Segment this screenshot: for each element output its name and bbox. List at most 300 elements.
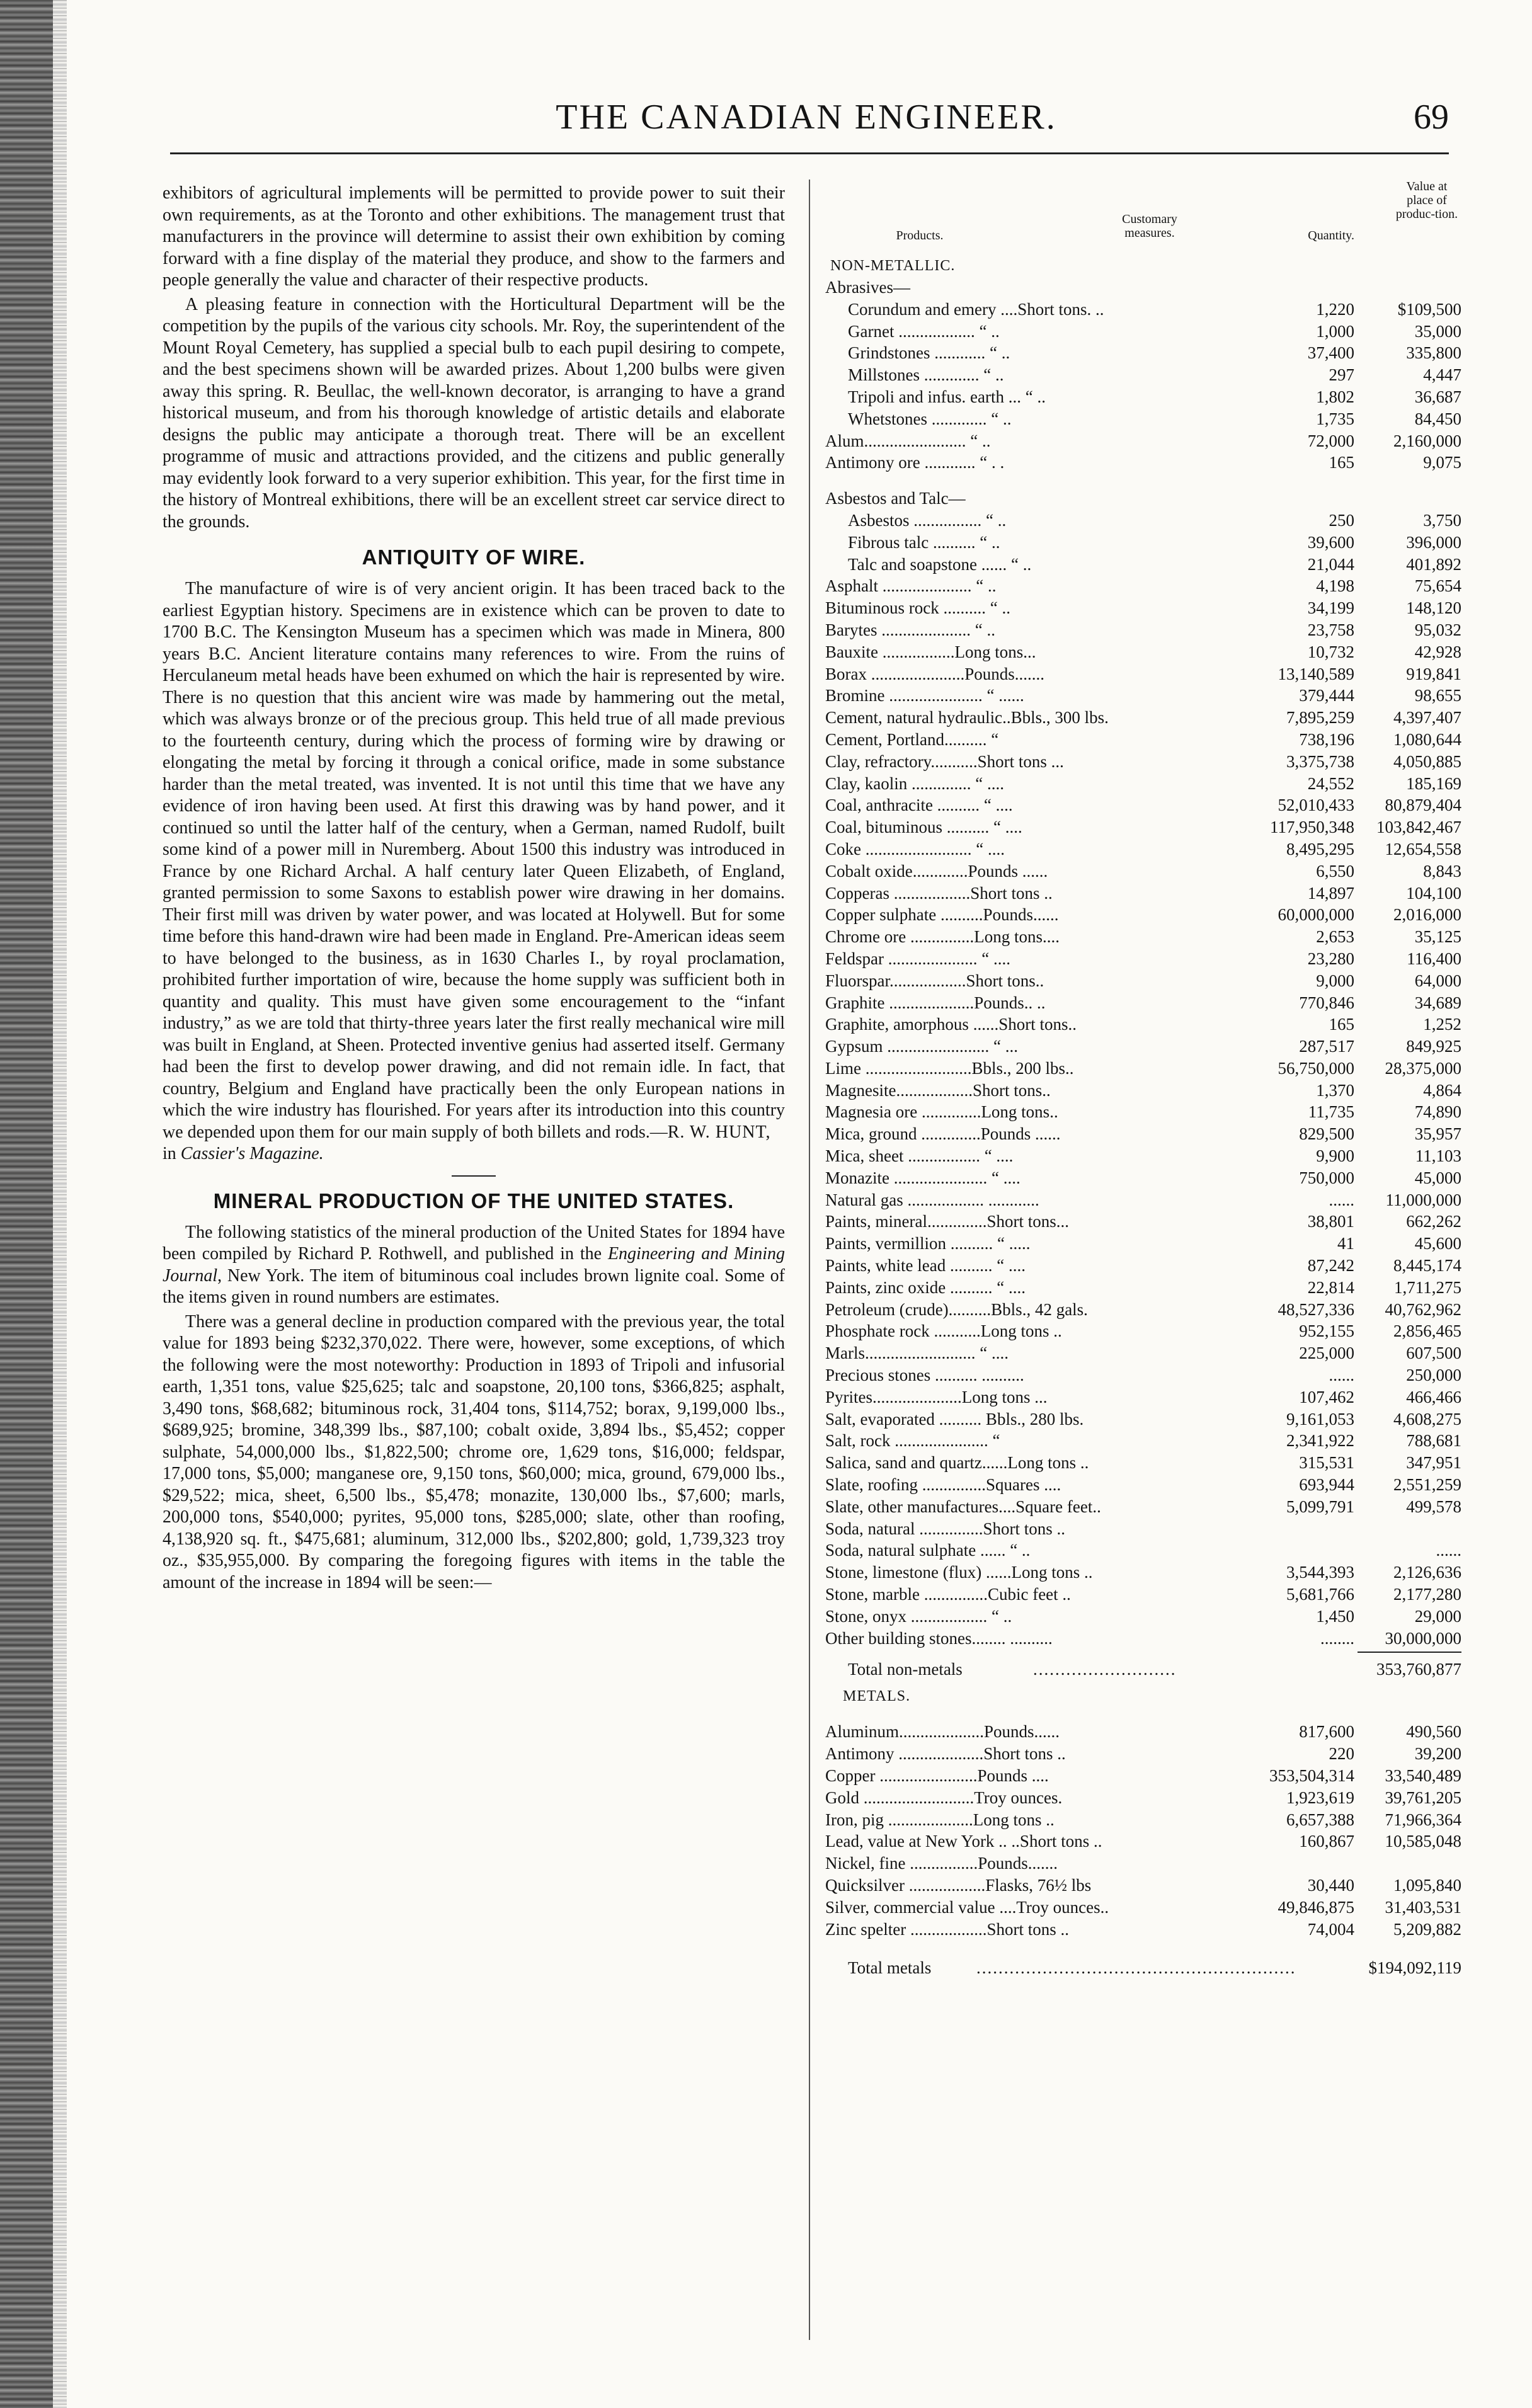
mineral-p1-end: , New York. The item of bituminous coal includes brown lignite coal. Some of the items given in round numbers are estimates. [163,1265,785,1307]
quantity-cell: 160,867 [1299,1832,1354,1851]
table-row [825,1101,1461,1123]
quantity-cell: 5,681,766 [1286,1585,1354,1604]
table-row [825,299,1461,321]
quantity-cell: 72,000 [1307,431,1354,450]
table-row [825,1299,1461,1321]
product-cell: Stone, limestone (flux) ......Long tons .. [825,1563,1093,1582]
value-cell: 2,177,280 [1393,1585,1461,1604]
table-row [825,452,1461,474]
value-cell: 4,864 [1423,1080,1461,1100]
value-cell: 98,655 [1414,686,1461,705]
intro-paragraph-2: A pleasing feature in connection with the Horticultural Department will be the competition by the pupils of the various city schools. Mr. Roy, the superintendent of the Mount Royal Cemetery, has supplied a special bulb to each pupil desiring to compete, and the best specimens shown will be awarded prizes. About 1,200 bulbs were given away this spring. R. Beullac, the well-known decorator, is arranging to have a grand historical museum, and from his thorough knowledge of artistic details and elaborate designs the public may anticipate a thorough treat. There will be an excellent programme of music and attractions provided, and the citizens and public generally may evidently look forward to a very superior exhibition. This year, for the first time in the history of Montreal exhibitions, there will be an excellent street car service direct to the grounds. [163,294,785,532]
product-cell: Natural gas .................. ............ [825,1190,1039,1209]
product-cell: Marls.......................... “ .... [825,1344,1009,1363]
quantity-cell: 30,440 [1307,1875,1354,1895]
quantity-cell: 74,004 [1307,1919,1354,1939]
table-row [825,1386,1461,1408]
value-cell: 116,400 [1407,949,1461,968]
value-cell: 74,890 [1414,1102,1461,1122]
wire-article-source-prefix: in [163,1144,181,1163]
product-cell: Salt, evaporated .......... Bbls., 280 lbs. [825,1409,1084,1429]
product-cell: Paints, vermillion .......... “ ..... [825,1234,1031,1253]
table-row [825,773,1461,795]
table-row [825,948,1461,970]
product-cell: Zinc spelter ..................Short tons .. [825,1919,1069,1939]
quantity-cell: 6,550 [1316,861,1354,881]
table-row [825,1013,1461,1036]
table-row [825,1189,1461,1211]
value-cell: ...... [1436,1541,1461,1560]
value-cell: 607,500 [1406,1344,1461,1363]
table-row [825,408,1461,430]
table-row [825,1123,1461,1145]
table-row [825,342,1461,364]
quantity-cell: 14,897 [1307,883,1354,903]
product-cell: Whetstones ............. “ .. [848,409,1012,428]
quantity-cell: 220 [1329,1744,1354,1764]
intro-paragraph-1: exhibitors of agricultural implements will be permitted to provide power to suit their own requirements, as at the Toronto and other exhibitions. The management trust that manufacturers in the province will determine to assist their own exhibition by coming forward with a fine display of the material they produce, and show to the farmers and people generally the value and character of their respective products. [163,183,785,290]
value-cell: 2,016,000 [1393,905,1461,925]
table-row [825,794,1461,816]
non-metal-rows [825,575,1461,1649]
product-cell: Asphalt ..................... “ .. [825,576,997,596]
product-cell: Fibrous talc .......... “ .. [848,532,1000,552]
table-row [825,1496,1461,1518]
product-cell: Tripoli and infus. earth ... “ .. [848,387,1046,406]
value-cell: 40,762,962 [1385,1299,1461,1319]
value-cell: 8,843 [1423,861,1461,881]
table-row [825,1408,1461,1430]
product-cell: Chrome ore ...............Long tons.... [825,927,1060,947]
quantity-cell: 1,735 [1316,409,1354,428]
total-non-metals-label: Total non-metals [848,1660,963,1679]
total-metals-label: Total metals [848,1958,932,1978]
product-cell: Iron, pig ....................Long tons .. [825,1810,1055,1829]
product-cell: Other building stones........ .......... [825,1628,1053,1648]
table-row [825,838,1461,860]
value-cell: 4,447 [1423,365,1461,385]
product-cell: Garnet .................. “ .. [848,321,1000,341]
value-cell: 401,892 [1406,554,1461,574]
table-row [825,1518,1461,1540]
quantity-cell: 4,198 [1316,576,1354,596]
value-cell: 31,403,531 [1385,1897,1461,1917]
quantity-cell: 23,280 [1307,949,1354,968]
quantity-cell: 225,000 [1299,1344,1354,1363]
quantity-cell: 770,846 [1299,993,1354,1012]
table-row [825,751,1461,773]
table-row [825,860,1461,882]
mineral-paragraph-1 [163,1222,785,1309]
table-row [825,386,1461,408]
quantity-cell: 250 [1329,510,1354,530]
value-cell: 35,957 [1414,1124,1461,1144]
product-cell: Bromine ...................... “ ...... [825,686,1024,705]
wire-article-text: The manufacture of wire is of very ancient origin. It has been traced back to the earliest Egyptian history. Specimens are in existence which can be proven to date to 1700 B.C. The Kensington Museum has a specimen which was made in Minera, 800 years B.C. Ancient literature contains many references to wire. From the ruins of Herculaneum metal heads have been exhumed on which the hair is represented by wire. There is no question that this ancient wire was made by hammering out the metal, which was always bronze or of the precious group. This held true of all made previous to the fourteenth century, during which the process of forming wire by drawing or elongating the metal by forcing it through a conical orifice, made in some substance harder than the metal treated, was invented. It is not until this time that we have any evidence of iron having been used. At first this drawing was by hand power, and it continued so until the latter half of the century, when a German, named Rudolf, built some kind of a power mill in Nuremberg. About 1500 this industry was introduced in France by one Richard Archal. A half century later Queen Elizabeth, of England, granted permission to some Saxons to establish power wire drawing in her domains. Their first mill was driven by water power, and was located at Holywell. But for some time before this hand-drawn wire had been made in England. Pre-American ideas seem to have belonged to the business, as in 1630 Charles I., by royal proclamation, prohibited further importation of wire, because the home supply was sufficient both in quantity and quality. This must have given some encouragement to the “infant industry,” as we are told that thirty-three years later the first really mechanical wire mill was built in England, at Sheen. Protected inventive genius had asserted itself. Germany had been the first to develop power drawing, and did not remain idle. In fact, that country, Belgium and England have practically been the only European nations in which the wire industry has flourished. For years after its introduction into this country we depended upon them for our main supply of both billets and rods.— [163,579,785,1142]
total-metals-value: $194,092,119 [1368,1958,1461,1978]
quantity-cell: 52,010,433 [1278,796,1354,815]
value-cell: 335,800 [1406,343,1461,363]
quantity-cell: 13,140,589 [1278,664,1354,683]
product-cell: Gold ..........................Troy ounces. [825,1788,1063,1807]
product-cell: Gypsum ........................ “ ... [825,1037,1018,1056]
quantity-cell: 297 [1329,365,1354,385]
abrasives-heading: Abrasives— [825,278,910,297]
value-cell: 95,032 [1414,620,1461,639]
table-row [825,554,1461,576]
table-row [825,1233,1461,1255]
quantity-cell: 10,732 [1307,642,1354,661]
value-cell: 33,540,489 [1385,1766,1461,1785]
product-cell: Silver, commercial value ....Troy ounces.. [825,1897,1109,1917]
product-cell: Barytes ..................... “ .. [825,620,995,639]
quantity-cell: 60,000,000 [1278,905,1354,925]
value-cell: 35,125 [1414,927,1461,947]
table-row [825,1255,1461,1277]
table-header [825,180,1461,255]
page-number: 69 [1414,98,1449,137]
quantity-cell: 3,375,738 [1286,751,1354,771]
quantity-cell: 165 [1329,1015,1354,1034]
quantity-cell: 353,504,314 [1269,1766,1354,1785]
table-row [825,575,1461,597]
value-cell: 1,711,275 [1394,1277,1461,1297]
value-cell: 64,000 [1414,971,1461,990]
value-cell: 662,262 [1406,1212,1461,1231]
quantity-cell: 9,000 [1316,971,1354,990]
product-cell: Mica, sheet ................. “ .... [825,1146,1014,1166]
quantity-cell: 1,450 [1316,1606,1354,1626]
value-cell: 1,095,840 [1393,1875,1461,1895]
product-cell: Corundum and emery ....Short tons. .. [848,299,1104,319]
value-cell: 10,585,048 [1385,1832,1461,1851]
value-cell: 849,925 [1406,1037,1461,1056]
total-metals-leader: .......................................................... [976,1958,1296,1978]
spacer [825,1940,1461,1954]
product-cell: Copper sulphate ..........Pounds...... [825,905,1059,925]
value-cell: 466,466 [1406,1387,1461,1407]
quantity-cell: 117,950,348 [1270,818,1354,837]
value-cell: 12,654,558 [1385,839,1461,859]
table-row [825,1277,1461,1299]
value-cell: 45,000 [1414,1168,1461,1187]
total-rule [825,1649,1461,1655]
value-cell: 499,578 [1406,1497,1461,1516]
quantity-cell: 2,653 [1316,927,1354,947]
table-row [825,904,1461,926]
product-cell: Graphite ....................Pounds.. .. [825,993,1046,1012]
product-cell: Clay, refractory...........Short tons ... [825,751,1064,771]
product-cell: Grindstones ............ “ .. [848,343,1010,363]
quantity-cell: 1,220 [1316,299,1354,319]
table-row [825,1874,1461,1897]
header-measures: Customary measures. [1122,212,1177,240]
total-metals-row [825,1954,1461,1982]
product-cell: Lime .........................Bbls., 200 lbs.. [825,1058,1074,1078]
alum-rows [825,430,1461,474]
header-value: Value at place of produc-tion. [1395,180,1458,221]
value-cell: 5,209,882 [1393,1919,1461,1939]
value-cell: 35,000 [1414,321,1461,341]
table-row [825,1167,1461,1189]
table-row [825,364,1461,386]
metals-rows [825,1721,1461,1940]
mineral-journal-name: Engineering and Mining Journal [163,1244,785,1286]
quantity-cell: ...... [1329,1366,1354,1385]
metals-heading: METALS. [843,1688,911,1705]
value-cell: 34,689 [1414,993,1461,1012]
product-cell: Antimony ore ............ “ . . [825,453,1005,472]
product-cell: Slate, roofing ...............Squares .... [825,1475,1061,1495]
header-quantity: Quantity. [1308,229,1354,243]
table-row [825,1430,1461,1452]
product-cell: Slate, other manufactures....Square feet.. [825,1497,1101,1516]
product-cell: Mica, ground ..............Pounds ...... [825,1124,1061,1144]
product-cell: Pyrites.....................Long tons ... [825,1387,1048,1407]
table-row [825,1743,1461,1765]
non-metallic-heading: NON-METALLIC. [830,258,956,274]
table-row [825,510,1461,532]
table-row [825,1606,1461,1628]
table-row [825,1583,1461,1606]
table-row [825,321,1461,343]
value-cell: 3,750 [1423,510,1461,530]
product-cell: Lead, value at New York .. ..Short tons .. [825,1832,1102,1851]
wire-article-author: R. W. HUNT, [667,1122,771,1142]
product-cell: Coal, bituminous .......... “ .... [825,818,1022,837]
quantity-cell: ........ [1320,1628,1354,1648]
product-cell: Clay, kaolin .............. “ .... [825,773,1004,793]
table-row [825,992,1461,1014]
table-row [825,685,1461,707]
journal-title: THE CANADIAN ENGINEER. [556,98,1057,137]
value-cell: 8,445,174 [1393,1256,1461,1275]
product-cell: Fluorspar..................Short tons.. [825,971,1044,990]
wire-article-body [163,578,785,1165]
table-row [825,1897,1461,1919]
table-row [825,1539,1461,1561]
asbestos-heading: Asbestos and Talc— [825,489,966,508]
value-cell: $109,500 [1397,299,1461,319]
value-cell: 2,160,000 [1393,431,1461,450]
value-cell: 1,252 [1423,1015,1461,1034]
value-cell: 11,000,000 [1385,1190,1461,1209]
masthead [164,94,1449,164]
product-cell: Monazite ...................... “ .... [825,1168,1020,1187]
table-row [825,1080,1461,1102]
table-row [825,641,1461,663]
scanned-binding-edge [0,0,53,2408]
product-cell: Stone, onyx .................. “ .. [825,1606,1012,1626]
table-row [825,430,1461,452]
masthead-rule [170,152,1449,154]
value-cell: 42,928 [1414,642,1461,661]
quantity-cell: 165 [1329,453,1354,472]
product-cell: Magnesia ore ..............Long tons.. [825,1102,1058,1122]
value-cell: 39,761,205 [1385,1788,1461,1807]
quantity-cell: 5,099,791 [1286,1497,1354,1516]
table-row [825,597,1461,619]
table-row [825,707,1461,729]
table-row [825,532,1461,554]
table-row [825,970,1461,992]
quantity-cell: 3,544,393 [1286,1563,1354,1582]
quantity-cell: 738,196 [1299,729,1354,749]
product-cell: Copperas ..................Short tons .. [825,883,1053,903]
value-cell: 104,100 [1406,883,1461,903]
quantity-cell: 41 [1337,1234,1354,1253]
quantity-cell: 21,044 [1307,554,1354,574]
product-cell: Paints, zinc oxide .......... “ .... [825,1277,1026,1297]
table-row [825,926,1461,948]
table-row [825,619,1461,641]
value-cell: 45,600 [1414,1234,1461,1253]
table-row [825,1787,1461,1809]
product-cell: Cobalt oxide.............Pounds ...... [825,861,1048,881]
quantity-cell: 829,500 [1299,1124,1354,1144]
product-cell: Stone, marble ...............Cubic feet .. [825,1585,1071,1604]
quantity-cell: 87,242 [1307,1256,1354,1275]
product-cell: Soda, natural ...............Short tons .. [825,1519,1065,1538]
table-row [825,816,1461,838]
quantity-cell: 107,462 [1299,1387,1354,1407]
quantity-cell: 22,814 [1307,1277,1354,1297]
wire-article-heading: ANTIQUITY OF WIRE. [362,545,586,569]
asbestos-rows [825,510,1461,575]
quantity-cell: 9,161,053 [1286,1409,1354,1429]
product-cell: Phosphate rock ...........Long tons .. [825,1321,1062,1341]
table-row [825,1452,1461,1474]
product-cell: Borax ......................Pounds....... [825,664,1045,683]
section-rule [452,1175,496,1177]
product-cell: Coal, anthracite .......... “ .... [825,796,1013,815]
quantity-cell: 379,444 [1299,686,1354,705]
quantity-cell: 7,895,259 [1286,708,1354,728]
quantity-cell: 817,600 [1299,1722,1354,1742]
quantity-cell: 23,758 [1307,620,1354,639]
table-row [825,729,1461,751]
table-row [825,1919,1461,1941]
quantity-cell: 750,000 [1299,1168,1354,1187]
product-cell: Soda, natural sulphate ...... “ .. [825,1541,1031,1560]
value-cell: 788,681 [1406,1431,1461,1451]
quantity-cell: 56,750,000 [1278,1058,1354,1078]
spacer [825,1707,1461,1721]
product-cell: Graphite, amorphous ......Short tons.. [825,1015,1077,1034]
value-cell: 28,375,000 [1385,1058,1461,1078]
value-cell: 9,075 [1423,453,1461,472]
quantity-cell: 39,600 [1307,532,1354,552]
mineral-paragraph-2: There was a general decline in production compared with the previous year, the total value for 1893 being $232,370,022. There were, however, some exceptions, of which the following were the most noteworthy: Production in 1893 of Tripoli and infusorial earth, 1,351 tons, value $25,625; talc and soapstone, 20,100 tons, $366,825; asphalt, 3,490 tons, $68,682; bituminous rock, 31,404 tons, $114,752; borax, 9,199,000 lbs., $689,925; bromine, 348,399 lbs., $87,100; cobalt oxide, 3,894 lbs., $5,452; copper sulphate, 54,000,000 lbs., $1,822,500; chrome ore, 1,629 tons, $16,000; feldspar, 17,000 tons, $5,000; manganese ore, 9,150 tons, $60,000; mica, ground, 679,000 lbs., $29,522; mica, sheet, 6,500 lbs., $5,478; monazite, 130,000 lbs., $7,600; marls, 200,000 tons, $540,000; pyrites, 95,000 tons, $285,000; slate, other than roofing, 4,138,920 sq. ft., $475,681; aluminum, 312,000 lbs., $202,800; gold, 1,739,323 troy oz., $35,955,000. By comparing the foregoing figures with items in the table the amount of the increase in 1894 will be seen:— [163,1311,785,1592]
value-cell: 4,050,885 [1393,751,1461,771]
value-cell: 2,551,259 [1393,1475,1461,1495]
value-cell: 4,397,407 [1393,708,1461,728]
left-column [163,183,785,1596]
value-cell: 250,000 [1406,1366,1461,1385]
product-cell: Feldspar ..................... “ .... [825,949,1010,968]
product-cell: Bituminous rock .......... “ .. [825,598,1010,618]
wire-article-source: Cassier's Magazine. [180,1144,324,1163]
quantity-cell: 693,944 [1299,1475,1354,1495]
value-cell: 30,000,000 [1385,1628,1461,1648]
table-row [825,1830,1461,1852]
table-row [825,1058,1461,1080]
product-cell: Aluminum....................Pounds...... [825,1722,1060,1742]
table-row [825,1765,1461,1787]
value-cell: 71,966,364 [1385,1810,1461,1829]
value-cell: 39,200 [1414,1744,1461,1764]
value-cell: 396,000 [1406,532,1461,552]
quantity-cell: 49,846,875 [1278,1897,1354,1917]
value-cell: 29,000 [1414,1606,1461,1626]
mineral-article-heading: MINERAL PRODUCTION OF THE UNITED STATES. [213,1189,735,1213]
product-cell: Asbestos ................ “ .. [848,510,1007,530]
quantity-cell: 11,735 [1308,1102,1354,1122]
product-cell: Precious stones .......... .......... [825,1366,1024,1385]
table-row [825,1561,1461,1583]
quantity-cell: 48,527,336 [1278,1299,1354,1319]
product-cell: Alum........................ “ .. [825,431,991,450]
product-cell: Copper .......................Pounds .... [825,1766,1049,1785]
product-cell: Cement, natural hydraulic..Bbls., 300 lbs. [825,708,1109,728]
value-cell: 2,126,636 [1393,1563,1461,1582]
table-row [825,1721,1461,1743]
table-row [825,1474,1461,1496]
product-cell: Millstones ............. “ .. [848,365,1004,385]
value-cell: 2,856,465 [1393,1321,1461,1341]
quantity-cell: 1,370 [1316,1080,1354,1100]
product-cell: Nickel, fine ................Pounds....... [825,1854,1058,1873]
value-cell: 80,879,404 [1385,796,1461,815]
table-row [825,1211,1461,1233]
table-row [825,1145,1461,1167]
value-cell: 347,951 [1406,1453,1461,1473]
header-products: Products. [896,229,944,243]
abrasives-rows [825,299,1461,430]
product-cell: Petroleum (crude)..........Bbls., 42 gals. [825,1299,1088,1319]
product-cell: Cement, Portland.......... “ [825,729,999,749]
table-row [825,663,1461,685]
table-row [825,1628,1461,1650]
column-divider [809,180,810,2340]
total-non-metals-leader: .......................... [1033,1660,1177,1679]
quantity-cell: 24,552 [1307,773,1354,793]
quantity-cell: 952,155 [1299,1321,1354,1341]
product-cell: Paints, mineral..............Short tons... [825,1212,1069,1231]
quantity-cell: 34,199 [1307,598,1354,618]
value-cell: 919,841 [1406,664,1461,683]
product-cell: Bauxite .................Long tons... [825,642,1036,661]
product-cell: Salt, rock ...................... “ [825,1431,1000,1451]
right-column [825,180,1461,1982]
mineral-p1-text: The following statistics of the mineral production of the United States for 1894 have been compiled by Richard P. Rothwell, and published in the [163,1222,785,1264]
quantity-cell: 8,495,295 [1286,839,1354,859]
value-cell: 84,450 [1414,409,1461,428]
quantity-cell: 1,802 [1316,387,1354,406]
table-row [825,1809,1461,1831]
value-cell: 75,654 [1414,576,1461,596]
quantity-cell: 6,657,388 [1286,1810,1354,1829]
product-cell: Quicksilver ..................Flasks, 76½ lbs [825,1875,1092,1895]
quantity-cell: 315,531 [1299,1453,1354,1473]
quantity-cell: 38,801 [1307,1212,1354,1231]
quantity-cell: 1,923,619 [1286,1788,1354,1807]
value-cell: 4,608,275 [1393,1409,1461,1429]
value-cell: 1,080,644 [1393,729,1461,749]
table-row [825,1036,1461,1058]
product-cell: Coke ......................... “ .... [825,839,1005,859]
value-cell: 148,120 [1406,598,1461,618]
